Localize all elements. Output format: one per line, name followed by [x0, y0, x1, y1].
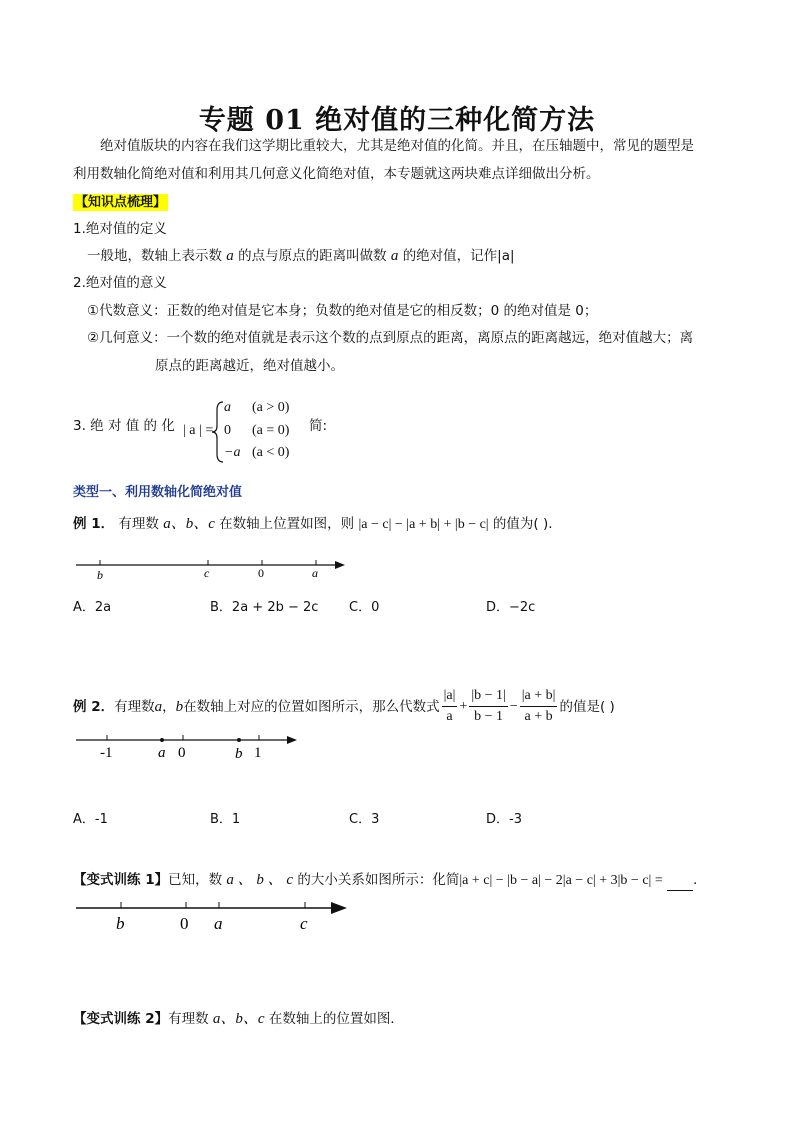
ex2-fraction-1 [442, 686, 458, 727]
ex1-text-b: 在数轴上位置如图，则 [219, 516, 355, 532]
ex2-fraction-2 [469, 686, 508, 727]
ex1-option-b: B．2a + 2b − 2c [210, 600, 319, 615]
training-2-question [73, 1009, 404, 1029]
frac3-num: |a + b| [520, 686, 558, 707]
ex1-axis-b: b [97, 568, 103, 582]
example-1-question [73, 514, 553, 535]
ex2-axis-a: a [158, 745, 166, 761]
train1-number-line [73, 896, 353, 936]
def-text-a: 一般地，数轴上表示数 [87, 248, 222, 264]
train1-text-b: 的大小关系如图所示：化简 [297, 872, 460, 888]
ex2-text-a: 有理数 [114, 698, 155, 715]
train2-text-a: 有理数 [168, 1011, 209, 1027]
meaning-geometric-2: 原点的距离越近，绝对值越小。 [155, 358, 344, 374]
train1-axis-b: b [116, 914, 125, 933]
frac2-num: |b − 1| [469, 686, 508, 707]
train1-vars: a 、 b 、 c [226, 872, 294, 888]
var-a-2: a [390, 248, 399, 264]
frac1-den: a [446, 709, 453, 724]
piece-cond-3: (a < 0) [252, 445, 290, 460]
var-a: a [226, 248, 234, 264]
train1-label: 【变式训练 1】 [73, 872, 169, 888]
ex1-vars: a、b、c [163, 516, 215, 532]
ex2-text-b: 在数轴上对应的位置如图所示，那么代数式 [183, 698, 440, 715]
knowledge-section-label [73, 191, 168, 210]
example-2-question [73, 686, 615, 727]
brace-icon [211, 400, 225, 464]
train2-text-b: 在数轴上的位置如图． [268, 1011, 404, 1027]
train1-axis-0: 0 [180, 914, 189, 933]
meaning-algebraic: ①代数意义：正数的绝对值是它本身；负数的绝对值是它的相反数；0 的绝对值是 0； [87, 303, 598, 319]
training-1-question [73, 870, 697, 891]
definition-text [87, 246, 515, 266]
ex2-option-d: D．-3 [486, 812, 522, 827]
ex2-sep: ， [162, 698, 176, 715]
definition-heading: 1.绝对值的定义 [73, 221, 167, 237]
ex1-number-line [73, 553, 348, 585]
answer-blank[interactable] [667, 876, 693, 891]
ex1-option-c: C．0 [349, 600, 380, 615]
piece-cond-2: (a = 0) [252, 423, 290, 438]
train2-vars: a、b、c [212, 1011, 265, 1027]
ex1-text-c: 的值为( ). [492, 516, 553, 532]
ex1-axis-a: a [312, 566, 318, 580]
ex2-axis-1: 1 [254, 745, 262, 761]
ex2-label: 例 2． [73, 698, 115, 715]
piece-expr-3: −a [224, 445, 241, 460]
train1-text-a: 已知，数 [168, 872, 223, 888]
ex2-option-b: B．1 [210, 812, 241, 827]
ex2-option-c: C．3 [349, 812, 380, 827]
page-title: 专题 01 绝对值的三种化简方法 [198, 105, 596, 136]
ex2-text-c: 的值是( ) [559, 698, 615, 715]
simplify-suffix: 简: [309, 418, 328, 434]
ex2-var-a: a [154, 698, 163, 715]
frac1-num: |a| [442, 686, 458, 707]
piecewise-lhs: | a | = [183, 423, 214, 438]
ex2-option-a: A．-1 [73, 812, 108, 827]
ex1-option-d: D．−2c [486, 600, 536, 615]
ex1-text-a: 有理数 [118, 516, 159, 532]
meaning-heading: 2.绝对值的意义 [73, 275, 167, 291]
ex1-axis-0: 0 [258, 566, 264, 580]
train1-axis-c: c [300, 914, 308, 933]
train1-axis-a: a [214, 914, 223, 933]
frac3-den: a + b [524, 709, 553, 724]
intro-line-2: 利用数轴化简绝对值和利用其几何意义化简绝对值，本专题就这两块难点详细做出分析。 [73, 166, 600, 182]
simplify-prefix: 3. 绝 对 值 的 化 [73, 418, 175, 434]
def-text-b: 的点与原点的距离叫做数 [238, 248, 387, 264]
piece-expr-1: a [224, 400, 231, 415]
frac2-den: b − 1 [474, 709, 504, 724]
train1-expr: |a + c| − |b − a| − 2|a − c| + 3|b − c| = [459, 873, 663, 888]
type1-heading: 类型一、利用数轴化简绝对值 [73, 485, 243, 500]
ex1-label: 例 1． [73, 516, 115, 532]
highlight-label: 【知识点梳理】 [75, 195, 167, 210]
ex1-option-a: A．2a [73, 600, 112, 615]
ex2-minus: − [509, 698, 518, 714]
ex2-var-b: b [175, 698, 184, 715]
ex2-plus: + [459, 698, 468, 714]
train1-end: . [693, 872, 698, 888]
ex1-axis-c: c [204, 566, 210, 580]
piece-expr-2: 0 [224, 423, 231, 438]
ex2-axis-neg1: -1 [100, 745, 113, 761]
def-text-c: 的绝对值，记作|a| [402, 248, 515, 264]
ex2-axis-0: 0 [178, 745, 186, 761]
ex2-axis-b: b [235, 746, 243, 762]
intro-line-1: 绝对值版块的内容在我们这学期比重较大，尤其是绝对值的化简。并且，在压轴题中，常见的题型是 [100, 138, 694, 154]
ex1-expr: |a − c| − |a + b| + |b − c| [358, 517, 489, 532]
ex2-fraction-3 [520, 686, 558, 727]
train2-label: 【变式训练 2】 [73, 1011, 169, 1027]
meaning-geometric-1: ②几何意义：一个数的绝对值就是表示这个数的点到原点的距离，离原点的距离越远，绝对值越大；离 [87, 330, 694, 346]
ex2-number-line [73, 728, 303, 764]
piece-cond-1: (a > 0) [252, 400, 290, 415]
